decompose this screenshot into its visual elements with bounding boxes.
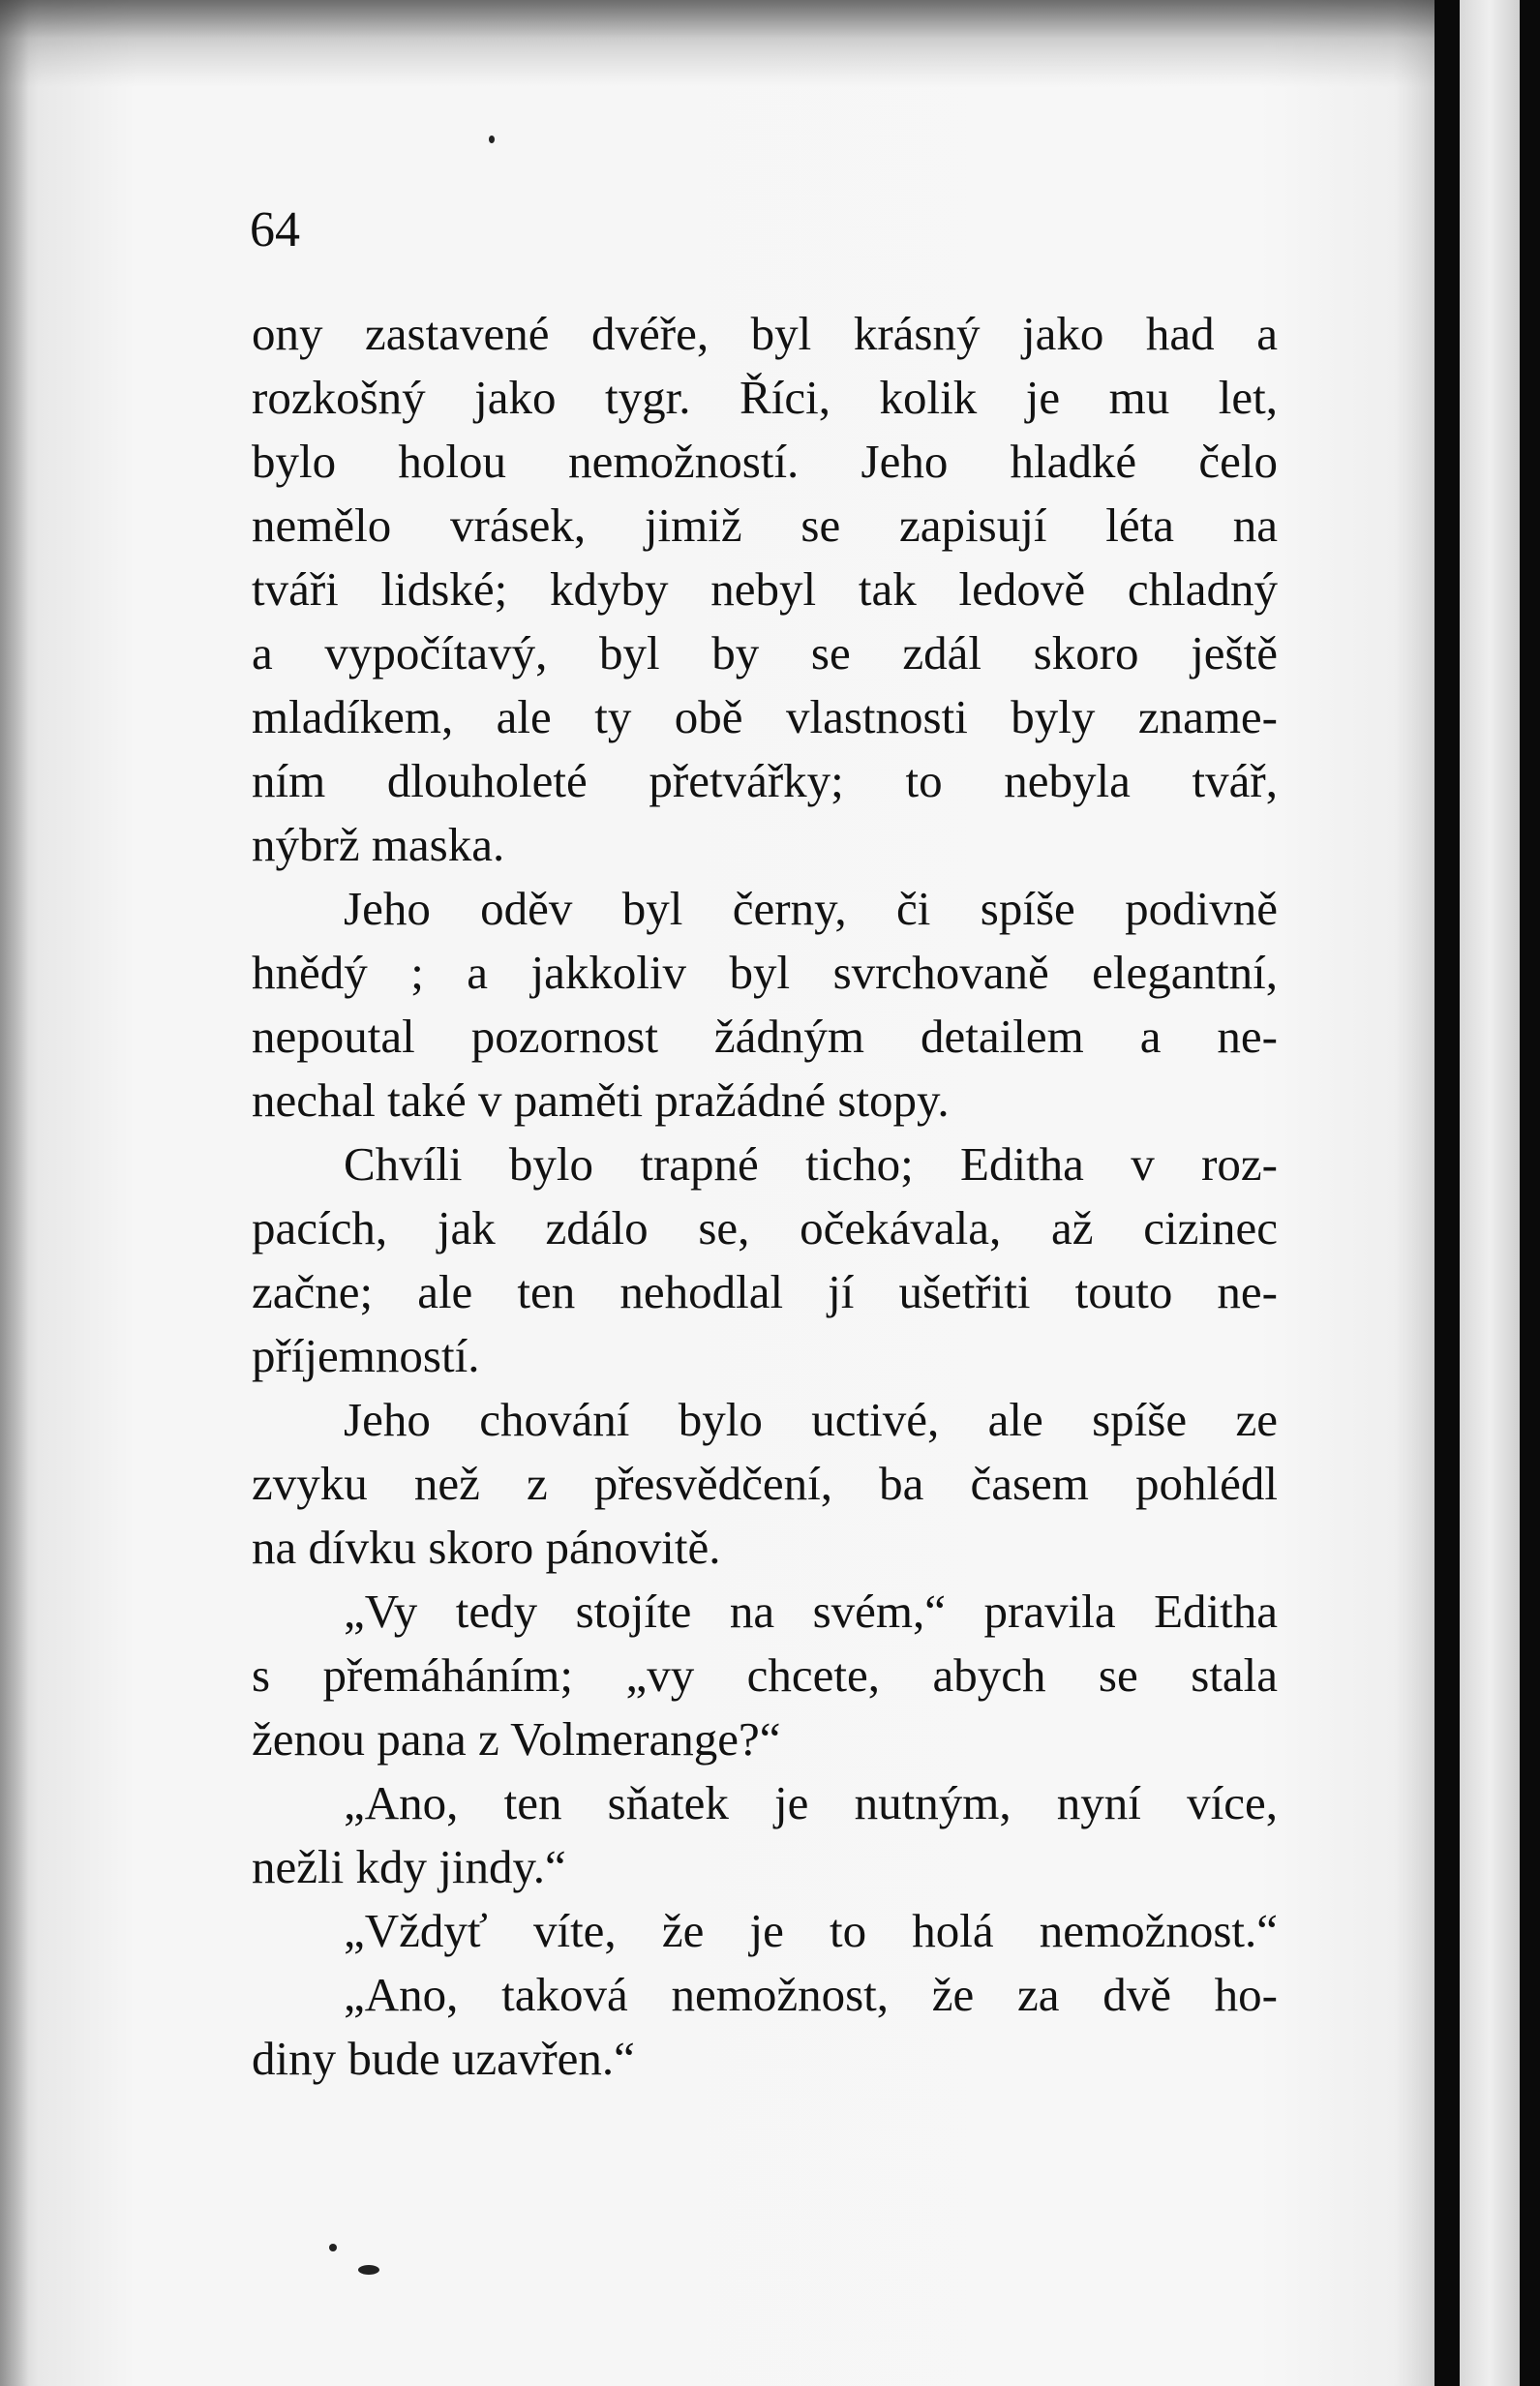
text-line: mladíkem, ale ty obě vlastnosti byly zname- [252,690,1278,743]
print-speck [489,136,495,143]
page-gutter-shadow [0,0,29,2386]
page-number: 64 [250,202,300,257]
text-line: hnědý ; a jakkoliv byl svrchovaně elegantní, [252,946,1278,999]
text-line: zvyku než z přesvědčení, ba časem pohlédl [252,1457,1278,1510]
text-line: nepoutal pozornost žádným detailem a ne- [252,1010,1278,1063]
text-line: příjemností. [252,1329,480,1382]
text-line: diny bude uzavřen.“ [252,2032,635,2085]
text-line: Chvíli bylo trapné ticho; Editha v roz- [344,1137,1278,1191]
text-line: nemělo vrásek, jimiž se zapisují léta na [252,498,1278,552]
text-line: na dívku skoro pánovitě. [252,1521,721,1574]
text-line: Jeho oděv byl černy, či spíše podivně [344,882,1278,935]
text-line: nežli kdy jindy.“ [252,1840,566,1893]
body-text [252,302,1278,2091]
text-line: ním dlouholeté přetvářky; to nebyla tvář, [252,754,1278,807]
text-line: bylo holou nemožností. Jeho hladké čelo [252,435,1278,488]
text-line: „Ano, taková nemožnost, že za dvě ho- [344,1968,1278,2021]
text-line: ženou pana z Volmerange?“ [252,1712,781,1766]
text-line: a vypočítavý, byl by se zdál skoro ještě [252,626,1278,680]
text-line: nýbrž maska. [252,818,505,871]
text-line: ony zastavené dvéře, byl krásný jako had a [252,307,1278,360]
text-line: „Ano, ten sňatek je nutným, nyní více, [344,1776,1278,1829]
print-speck [358,2265,379,2275]
text-line: Jeho chování bylo uctivé, ale spíše ze [344,1393,1278,1446]
adjacent-page-edge [1460,0,1520,2386]
text-line: rozkošný jako tygr. Říci, kolik je mu let, [252,371,1278,424]
text-line: pacích, jak zdálo se, očekávala, až cizinec [252,1201,1278,1254]
text-line: s přemáháním; „vy chcete, abych se stala [252,1648,1278,1702]
text-line: „Vy tedy stojíte na svém,“ pravila Editha [344,1585,1278,1638]
text-line: „Vždyť víte, že je to holá nemožnost.“ [344,1904,1278,1957]
text-line: nechal také v paměti pražádné stopy. [252,1073,950,1127]
page-edge-shadow [0,0,1434,87]
text-line: tváři lidské; kdyby nebyl tak ledově chladný [252,562,1278,616]
text-line: začne; ale ten nehodlal jí ušetřiti touto ne- [252,1265,1278,1318]
print-speck [329,2244,337,2251]
